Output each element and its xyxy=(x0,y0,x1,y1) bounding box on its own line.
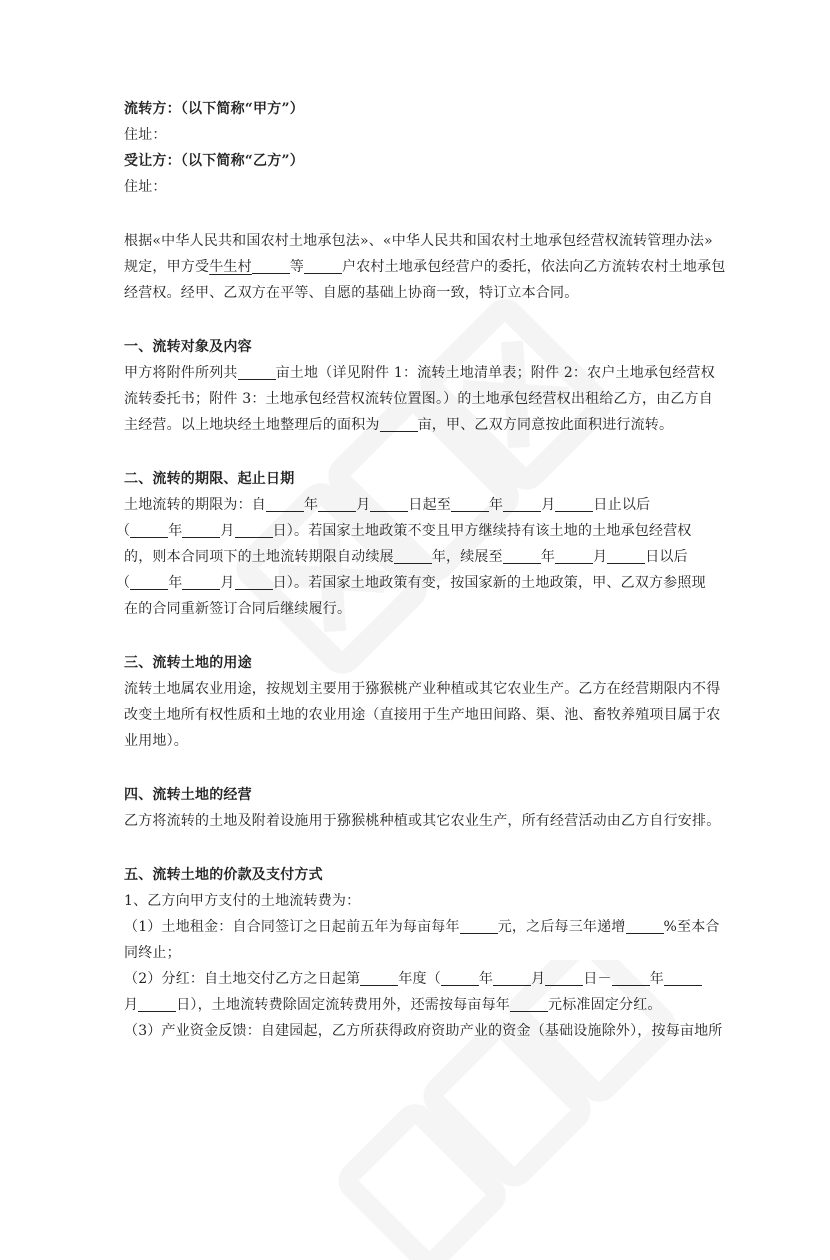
blank-field xyxy=(182,521,220,538)
blank-field xyxy=(451,495,489,512)
blank-field xyxy=(607,547,645,564)
section-3-line-2: 改变土地所有权性质和土地的农业用途（直接用于生产地田间路、渠、池、畜牧养殖项目属于农 xyxy=(124,707,721,723)
section-5-line-1: 1、乙方向甲方支付的土地流转费为： xyxy=(124,893,361,909)
section-1-line-1: 甲方将附件所列共 亩土地（详见附件 1：流转土地清单表；附件 2：农户土地承包经营权 xyxy=(124,365,715,381)
section-2-title: 二、流转的期限、起止日期 xyxy=(124,471,295,487)
blank-field xyxy=(503,495,541,512)
blank-field xyxy=(555,495,593,512)
section-1-line-2: 流转委托书；附件 3：土地承包经营权流转位置图。）的土地承包经营权出租给乙方，由乙方自 xyxy=(124,391,713,407)
blank-field xyxy=(612,969,650,986)
contract-body xyxy=(116,96,726,1044)
blank-field xyxy=(664,969,702,986)
blank-field xyxy=(493,969,531,986)
section-2-line-2: （ 年 月 日）。若国家土地政策不变且甲方继续持有该土地的土地承包经营权 xyxy=(116,523,692,539)
blank-field xyxy=(441,969,479,986)
preamble-line-1: 根据«中华人民共和国农村土地承包法»、«中华人民共和国农村土地承包经营权流转管理办法» xyxy=(124,233,713,249)
section-5-line-3: 同终止； xyxy=(124,945,181,961)
section-4-title: 四、流转土地的经营 xyxy=(124,787,252,803)
blank-field xyxy=(138,995,176,1012)
section-4-line-1: 乙方将流转的土地及附着设施用于猕猴桃种植或其它农业生产，所有经营活动由乙方自行安排。 xyxy=(124,813,721,829)
section-5-title: 五、流转土地的价款及支付方式 xyxy=(124,867,323,883)
party-b-label: 受让方：（以下简称“乙方”） xyxy=(124,153,304,169)
section-5-line-6: （3）产业资金反馈：自建园起，乙方所获得政府资助产业的资金（基础设施除外），按每亩地所 xyxy=(124,1023,723,1039)
preamble-line-2: 规定，甲方受牛生村 等 户农村土地承包经营户的委托，依法向乙方流转农村土地承包 xyxy=(124,259,726,275)
blank-field xyxy=(626,917,664,934)
blank-field xyxy=(555,547,593,564)
blank-field xyxy=(130,521,168,538)
section-3-title: 三、流转土地的用途 xyxy=(124,655,252,671)
blank-field xyxy=(545,969,583,986)
blank-field xyxy=(238,363,276,380)
blank-field xyxy=(182,573,220,590)
section-1-line-3: 主经营。以上地块经土地整理后的面积为 亩，甲、乙双方同意按此面积进行流转。 xyxy=(124,417,674,433)
party-b-address: 住址： xyxy=(124,179,167,195)
blank-field xyxy=(360,969,398,986)
section-5-line-2: （1）土地租金：自合同签订之日起前五年为每亩每年 元，之后每三年递增 %至本合 xyxy=(124,919,720,935)
blank-field xyxy=(510,995,548,1012)
section-2-line-1: 土地流转的期限为：自 年 月 日起至 年 月 日止以后 xyxy=(124,497,651,513)
section-2-line-4: （ 年 月 日）。若国家土地政策有变，按国家新的土地政策，甲、乙双方参照现 xyxy=(116,575,706,591)
blank-field xyxy=(394,547,432,564)
section-3-line-3: 业用地）。 xyxy=(124,733,188,749)
section-2-line-5: 在的合同重新签订合同后继续履行。 xyxy=(124,601,352,617)
blank-field xyxy=(252,257,290,274)
blank-field xyxy=(503,547,541,564)
blank-field xyxy=(460,917,498,934)
party-a-label: 流转方：（以下简称“甲方”） xyxy=(124,101,304,117)
blank-field xyxy=(318,495,356,512)
preamble-line-3: 经营权。经甲、乙双方在平等、自愿的基础上协商一致，特订立本合同。 xyxy=(124,285,579,301)
village-name: 牛生村 xyxy=(209,259,252,275)
blank-field xyxy=(130,573,168,590)
blank-field xyxy=(370,495,408,512)
blank-field xyxy=(304,257,342,274)
section-5-line-5: 月 日），土地流转费除固定流转费用外，还需按每亩每年 元标准固定分红。 xyxy=(124,997,662,1013)
blank-field xyxy=(266,495,304,512)
party-a-address: 住址： xyxy=(124,127,167,143)
blank-field xyxy=(380,415,418,432)
blank-field xyxy=(235,573,273,590)
section-1-title: 一、流转对象及内容 xyxy=(124,339,252,355)
section-5-line-4: （2）分红：自土地交付乙方之日起第 年度（ 年 月 日－ 年 xyxy=(124,966,714,992)
section-3-line-1: 流转土地属农业用途，按规划主要用于猕猴桃产业种植或其它农业生产。乙方在经营期限内不得 xyxy=(124,681,721,697)
section-2-line-3: 的，则本合同项下的土地流转期限自动续展 年，续展至 年 月 日以后 xyxy=(124,549,688,565)
blank-field xyxy=(235,521,273,538)
